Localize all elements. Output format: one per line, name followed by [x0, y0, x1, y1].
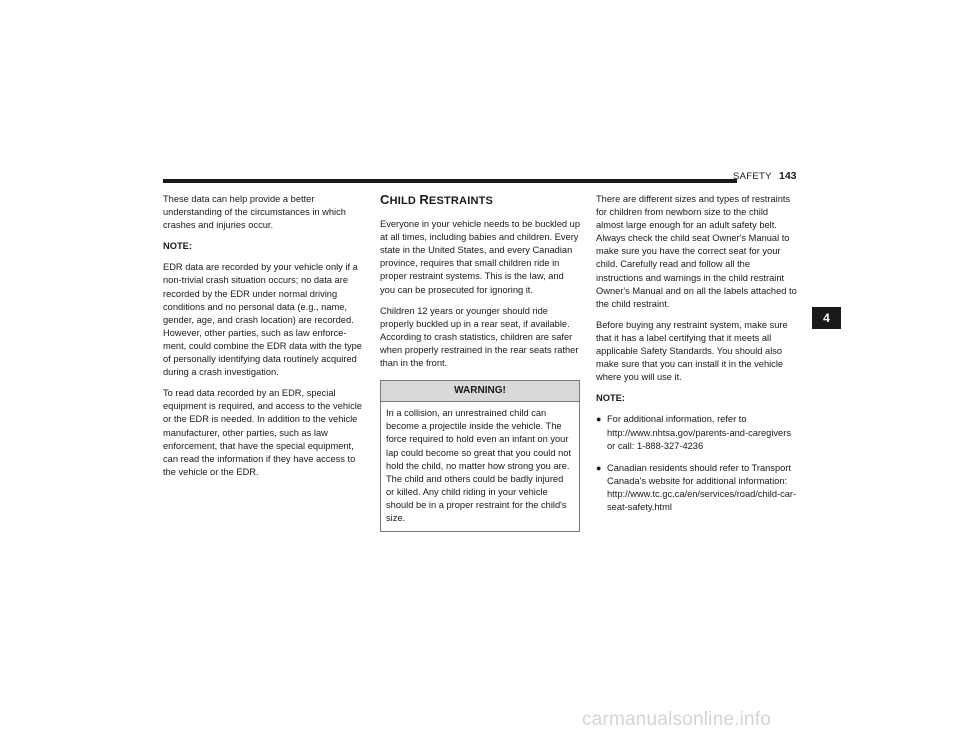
- warning-box: [380, 380, 580, 532]
- column-child-restraints: [380, 193, 580, 532]
- warning-title: WARNING!: [381, 381, 579, 402]
- chapter-tab[interactable]: 4: [812, 307, 841, 329]
- header-rule: [163, 179, 737, 183]
- restraint-types-para1: There are different sizes and types of restraints for children from newborn size to the child almost large enough for an adult safety belt. Always check the child seat Owner's Manual to make sure you have the correct seat for your child. Carefully read and follow all the instructions and warnings in the child restraint Owner's Manual and on all the labels attached to the child restraint.: [596, 194, 797, 309]
- list-item: ● For additional information, refer to http://www.nhtsa.gov/parents-and-caregivers or call: 1-888-327-4236: [596, 414, 791, 451]
- section-title-child-restraints: CHILD RESTRAINTS: [380, 192, 494, 207]
- column-restraint-types: [596, 193, 797, 523]
- section-label: SAFETY: [733, 171, 772, 182]
- page-number: 143: [779, 170, 797, 182]
- note-label: NOTE:: [163, 241, 192, 252]
- child-restraints-para1: Everyone in your vehicle needs to be buckled up at all times, including babies and children. Every state in the United States, and every Canadian province, requires that small children ride in proper restraint systems. This is the law, and you can be prosecuted for ignoring it.: [380, 219, 581, 295]
- bullet-icon: ●: [596, 462, 602, 473]
- watermark: carmanualsonline.info: [582, 709, 772, 730]
- edr-read-data: To read data recorded by an EDR, special equipment is required, and access to the vehicle or the EDR is needed. In addition to the vehicle manufacturer, other parties, such as law enforcement, that have the special equipment, can read the information if they have access to the vehicle or the EDR.: [163, 388, 362, 477]
- list-item: ● Canadian residents should refer to Transport Canada's website for additional information: http://www.tc.gc.ca/en/services/road/child-car-seat-safety.html: [596, 462, 797, 512]
- notes-list: [596, 413, 797, 514]
- bullet-icon: ●: [596, 414, 602, 425]
- restraint-types-para2: Before buying any restraint system, make sure that it has a label certifying that it meets all applicable Safety Standards. You should also make sure that you can install it in the vehicle where you will use it.: [596, 319, 788, 383]
- note-label-2: NOTE:: [596, 393, 625, 404]
- child-restraints-para2: Children 12 years or younger should ride properly buckled up in a rear seat, if available. According to crash statistics, children are safer when properly restrained in the rear seats rather than in the front.: [380, 305, 579, 369]
- edr-intro: These data can help provide a better understanding of the circumstances in which crashes and injuries occur.: [163, 194, 346, 231]
- warning-text: In a collision, an unrestrained child can become a projectile inside the vehicle. The force required to hold even an infant on your lap could become so great that you could not hold the child, no matter how strong you are. The child and others could be badly injured or killed. Any child riding in your vehicle should be in a proper restraint for the child's size.: [386, 408, 572, 523]
- column-edr: [163, 193, 363, 487]
- edr-note-text: EDR data are recorded by your vehicle only if a non-trivial crash situation occurs; no data are recorded by the EDR under normal driving conditions and no personal data (e.g., name, gender, age, and crash location) are recorded. However, other parties, such as law enforce-ment, could combine the EDR data with the type of personally identifying data routinely acquired during a crash investigation.: [163, 262, 362, 378]
